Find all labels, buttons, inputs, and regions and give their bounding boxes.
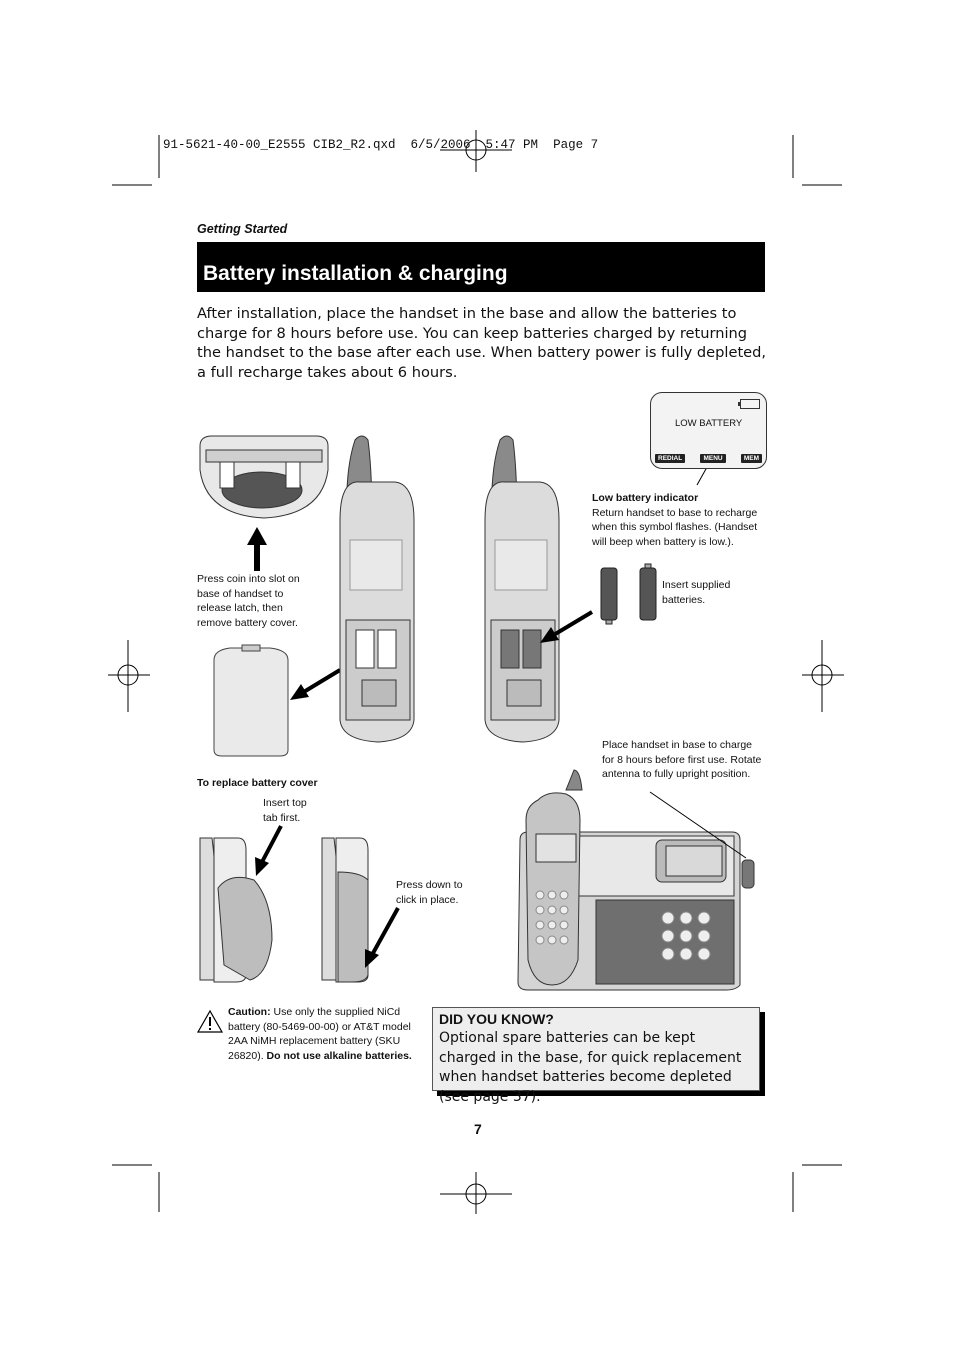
- arrow-icon: [290, 670, 340, 700]
- battery-cover-illustration: [214, 645, 288, 756]
- cover-replace-illustration: [200, 838, 368, 982]
- caution-label: Caution:: [228, 1006, 271, 1018]
- place-handset-callout: Place handset in base to charge for 8 hours before first use. Rotate antenna to fully upright position.: [602, 739, 762, 780]
- intro-paragraph: After installation, place the handset in the base and allow the batteries to charge for 8 hours before use. You can keep batteries charged by returning the handset to the base after each use. When battery power is fully depleted, a full recharge takes about 6 hours.: [197, 305, 767, 381]
- low-battery-callout: [592, 491, 764, 549]
- page-number: 7: [474, 1121, 482, 1137]
- lcd-softkeys: [655, 454, 762, 463]
- battery-icon: [740, 399, 760, 409]
- replace-cover-heading: To replace battery cover: [197, 777, 318, 789]
- handset-bottom-illustration: [200, 436, 328, 518]
- section-label: Getting Started: [197, 222, 288, 236]
- phone-base-illustration: [518, 770, 754, 990]
- did-you-know-body: Optional spare batteries can be kept charged in the base, for quick replacement when handset batteries become depleted (see page 37).: [439, 1030, 742, 1105]
- lcd-display: [650, 392, 767, 469]
- handset-batteries-illustration: [485, 436, 559, 742]
- softkey-menu: MENU: [700, 454, 725, 463]
- softkey-mem: MEM: [741, 454, 762, 463]
- warning-icon: [198, 1011, 222, 1032]
- lcd-message: LOW BATTERY: [675, 418, 743, 429]
- insert-batteries-callout: Insert supplied batteries.: [662, 579, 731, 606]
- handset-open-illustration: [340, 436, 414, 742]
- low-battery-body: Return handset to base to recharge when this symbol flashes. (Handset will beep when battery is low.).: [592, 506, 758, 548]
- insert-top-tab-callout: Insert top tab first.: [263, 797, 307, 824]
- caution-note: [228, 1005, 420, 1063]
- caution-body: Use only the supplied NiCd battery (80-5469-00-00) or AT&T model 2AA NiMH replacement battery (SKU 26820).: [228, 1006, 411, 1062]
- caution-emphasis: Do not use alkaline batteries.: [266, 1049, 412, 1062]
- aa-batteries-illustration: [601, 564, 656, 624]
- did-you-know-title: DID YOU KNOW?: [439, 1011, 554, 1027]
- softkey-redial: REDIAL: [655, 454, 685, 463]
- did-you-know-box: [432, 1007, 760, 1105]
- page-title: Battery installation & charging: [203, 262, 508, 285]
- press-coin-callout: Press coin into slot on base of handset to release latch, then remove battery cover.: [197, 573, 300, 629]
- arrow-up-icon: [247, 527, 267, 571]
- file-slug: 91-5621-40-00_E2555 CIB2_R2.qxd 6/5/2006 5:47 PM Page 7: [163, 138, 599, 152]
- press-down-callout: Press down to click in place.: [396, 879, 463, 906]
- low-battery-heading: Low battery indicator: [592, 492, 699, 504]
